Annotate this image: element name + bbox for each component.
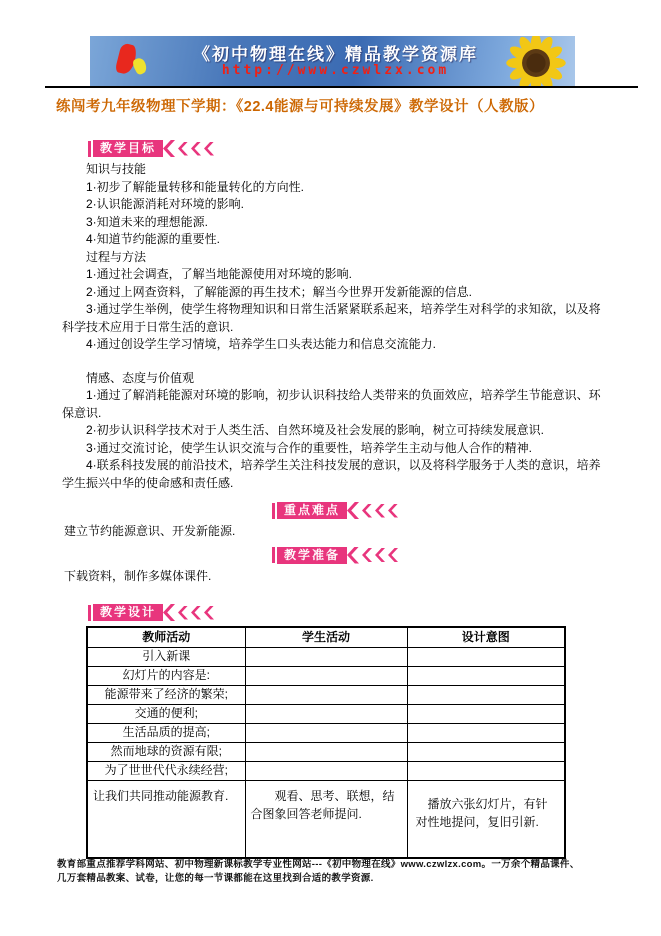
table-cell-intent [407,686,565,705]
table-cell-student [245,686,407,705]
goal-item: 2·认识能源消耗对环境的影响. [86,197,245,211]
chevron-left-icon [362,548,372,562]
section-banner-design-label: 教学设计 [93,604,163,621]
chevron-left-icon [362,504,372,518]
table-header-row [87,627,565,648]
section-banner-goals-label: 教学目标 [93,140,163,157]
table-row [87,648,565,667]
chevron-left-icon [163,604,175,621]
teaching-design-table [86,626,566,859]
table-row [87,781,565,859]
table-cell-student [245,705,407,724]
table-cell-teacher: 让我们共同推动能源教育. [87,781,245,859]
table-cell-teacher: 生活品质的提高; [87,724,245,743]
table-cell-teacher: 能源带来了经济的繁荣; [87,686,245,705]
chevron-left-icon [204,606,214,620]
chevron-left-icon [347,502,359,519]
site-logo-icon [90,36,168,86]
subsection-items [62,387,602,492]
table-row [87,705,565,724]
site-url-link[interactable]: http://www.czwlzx.com [221,63,450,79]
chevron-left-icon [204,142,214,156]
table-cell-student [245,648,407,667]
goal-item: 1·通过社会调查，了解当地能源使用对环境的影响. [86,267,353,281]
section-banner-design [88,604,602,621]
table-row [87,743,565,762]
logo-leaf-icon [131,56,149,76]
table-cell-intent [407,667,565,686]
ribbon-bar [272,547,275,563]
subsection-items [62,266,602,354]
site-banner [90,36,575,86]
goals-subsection [62,161,602,249]
table-cell-student [245,667,407,686]
chevron-left-icon [375,548,385,562]
section-banner-key-points-label: 重点难点 [277,502,347,519]
goal-item: 1·初步了解能量转移和能量转化的方向性. [86,179,305,194]
goal-item: 4·联系科技发展的前沿技术，培养学生关注科技发展的意识，以及将科学服务于人类的意识，培养学生振兴中华的使命感和责任感. [62,458,601,490]
chevron-left-icon [388,548,398,562]
goal-item: 1·通过了解消耗能源对环境的影响，初步认识科技给人类带来的负面效应，培养学生节能意识、环保意识. [62,388,601,420]
goals-body [62,161,602,492]
table-cell-teacher: 为了世世代代永续经营; [87,762,245,781]
table-cell-intent [407,743,565,762]
table-row [87,724,565,743]
section-banner-preparation-label: 教学准备 [277,547,347,564]
table-header-cell: 教师活动 [87,627,245,648]
key-points-text: 建立节约能源意识、开发新能源. [64,524,236,538]
ribbon-bar [88,605,91,621]
goal-item: 2·通过上网查资料，了解能源的再生技术；解当今世界开发新能源的信息. [86,284,473,299]
subsection-items [62,179,602,249]
banner-text-block [168,43,503,79]
table-cell-student [245,762,407,781]
subsection-heading: 知识与技能 [86,162,147,176]
table-cell-teacher: 引入新课 [87,648,245,667]
table-body [87,648,565,859]
preparation-text: 下载资料，制作多媒体课件. [64,568,212,583]
sunflower-icon [503,36,575,86]
table-cell-teacher: 幻灯片的内容是: [87,667,245,686]
table-cell-intent [407,648,565,667]
table-cell-student: 观看、思考、联想，结合图象回答老师提问. [245,781,407,859]
table-cell-student [245,724,407,743]
ribbon-bar [272,503,275,519]
goal-item: 2·初步认识科学技术对于人类生活、自然环境及社会发展的影响，树立可持续发展意识. [86,423,545,437]
table-row [87,686,565,705]
table-header-cell: 设计意图 [407,627,565,648]
chevron-left-icon [163,140,175,157]
divider [45,86,638,88]
sunflower-svg [505,36,567,86]
goals-subsection [62,249,602,354]
goal-item: 4·通过创设学生学习情境，培养学生口头表达能力和信息交流能力. [86,337,437,351]
goal-item: 3·通过学生举例，使学生将物理知识和日常生活紧紧联系起来，培养学生对科学的求知欲，以及将科学技术应用于日常生活的意识. [62,302,601,334]
footer-text-line1: 教育部重点推荐学科网站、初中物理新课标教学专业性网站---《初中物理在线》www.czwlzx.com。一万余个精品课件、 [57,859,580,870]
goal-item: 3·通过交流讨论，使学生认识交流与合作的重要性，培养学生主动与他人合作的精神. [86,440,533,455]
table-cell-intent [407,724,565,743]
ribbon-bar [88,141,91,157]
footer-text-line2: 几万套精品教案、试卷，让您的每一节课都能在这里找到合适的教学资源. [57,873,374,884]
table-header-cell: 学生活动 [245,627,407,648]
subsection-heading: 情感、态度与价值观 [86,370,195,385]
page-title: 练闯考九年级物理下学期：《22.4能源与可持续发展》教学设计（人教版） [56,99,544,115]
table-cell-intent [407,762,565,781]
table-cell-teacher: 交通的便利; [87,705,245,724]
section-banner-goals [88,140,602,157]
section-banner-preparation [272,547,602,564]
table-cell-teacher: 然而地球的资源有限; [87,743,245,762]
section-banner-key-points [272,502,602,519]
table-cell-intent [407,705,565,724]
table-cell-student [245,743,407,762]
chevron-left-icon [191,142,201,156]
table-cell-intent: 播放六张幻灯片，有针对性地提问，复旧引新. [407,781,565,859]
goals-subsection [62,370,602,493]
table-row [87,762,565,781]
chevron-left-icon [178,606,188,620]
chevron-left-icon [178,142,188,156]
goal-item: 3·知道未来的理想能源. [86,214,209,229]
document-body [62,140,602,859]
site-title: 《初中物理在线》精品教学资源库 [193,44,478,64]
goal-item: 4·知道节约能源的重要性. [86,232,221,246]
table-row [87,667,565,686]
chevron-left-icon [347,547,359,564]
subsection-heading: 过程与方法 [86,249,147,264]
page-footer [57,858,617,886]
chevron-left-icon [375,504,385,518]
chevron-left-icon [191,606,201,620]
chevron-left-icon [388,504,398,518]
